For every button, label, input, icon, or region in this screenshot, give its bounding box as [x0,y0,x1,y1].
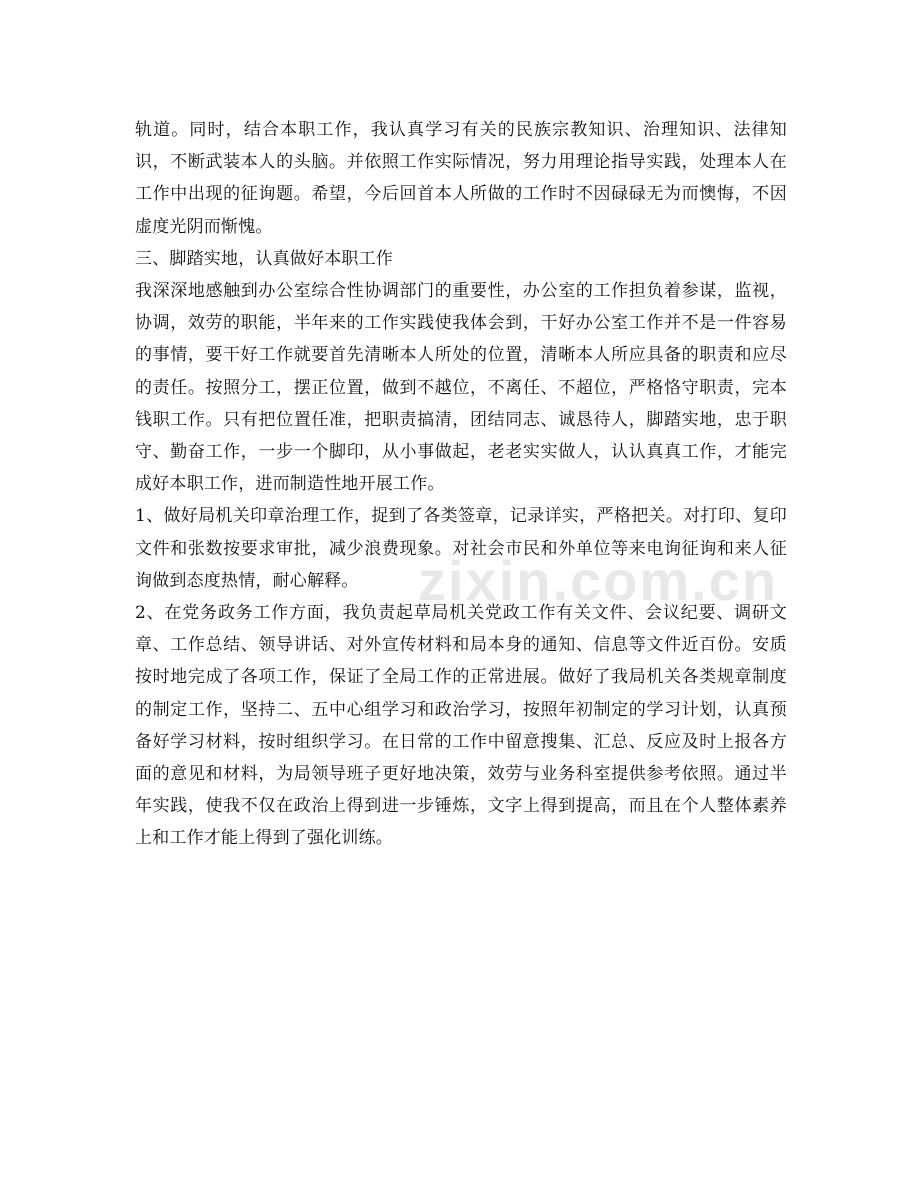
section-heading: 三、脚踏实地，认真做好本职工作 [135,248,393,269]
paragraph-item-2: 2、在党务政务工作方面，我负责起草局机关党政工作有关文件、会议纪要、调研文章、工作总结、领导讲话、对外宣传材料和局本身的通知、信息等文件近百份。安质按时地完成了各项工作，保证了全局工作的正常进展。做好了我局机关各类规章制度的制定工作，坚持二、五中心组学习和政治学习，按照年初制定的学习计划，认真预备好学习材料，按时组织学习。在日常的工作中留意搜集、汇总、反应及时上报各方面的意见和材料，为局领导班子更好地决策，效劳与业务科室提供参考依照。通过半年实践，使我不仅在政治上得到进一步锤炼，文字上得到提高，而且在个人整体素养上和工作才能上得到了强化训练。 [135,603,787,849]
paragraph-section-intro: 我深深地感触到办公室综合性协调部门的重要性，办公室的工作担负着参谋，监视，协调，效劳的职能，半年来的工作实践使我体会到，干好办公室工作并不是一件容易的事情，要干好工作就要首先清晰本人所处的位置，清晰本人所应具备的职责和应尽的责任。按照分工，摆正位置，做到不越位，不离任、不超位，严格恪守职责，完本钱职工作。只有把位置任准，把职责搞清，团结同志、诚恳待人，脚踏实地，忠于职守、勤奋工作，一步一个脚印，从小事做起，老老实实做人，认认真真工作，才能完成好本职工作，进而制造性地开展工作。 [135,281,787,495]
watermark-logo: zixin.com.cn [418,549,779,612]
paragraph-continuation: 轨道。同时，结合本职工作，我认真学习有关的民族宗教知识、治理知识、法律知识，不断武装本人的头脑。并依照工作实际情况，努力用理论指导实践，处理本人在工作中出现的征询题。希望，今后回首本人所做的工作时不因碌碌无为而懊悔，不因虚度光阴而惭愧。 [135,120,787,237]
document-body [135,114,787,855]
paragraph-item-1: 1、做好局机关印章治理工作，捉到了各类签章，记录详实，严格把关。对打印、复印文件和张数按要求审批，减少浪费现象。对社会市民和外单位等来电询征询和来人征询做到态度热情，耐心解释。 [135,506,787,591]
